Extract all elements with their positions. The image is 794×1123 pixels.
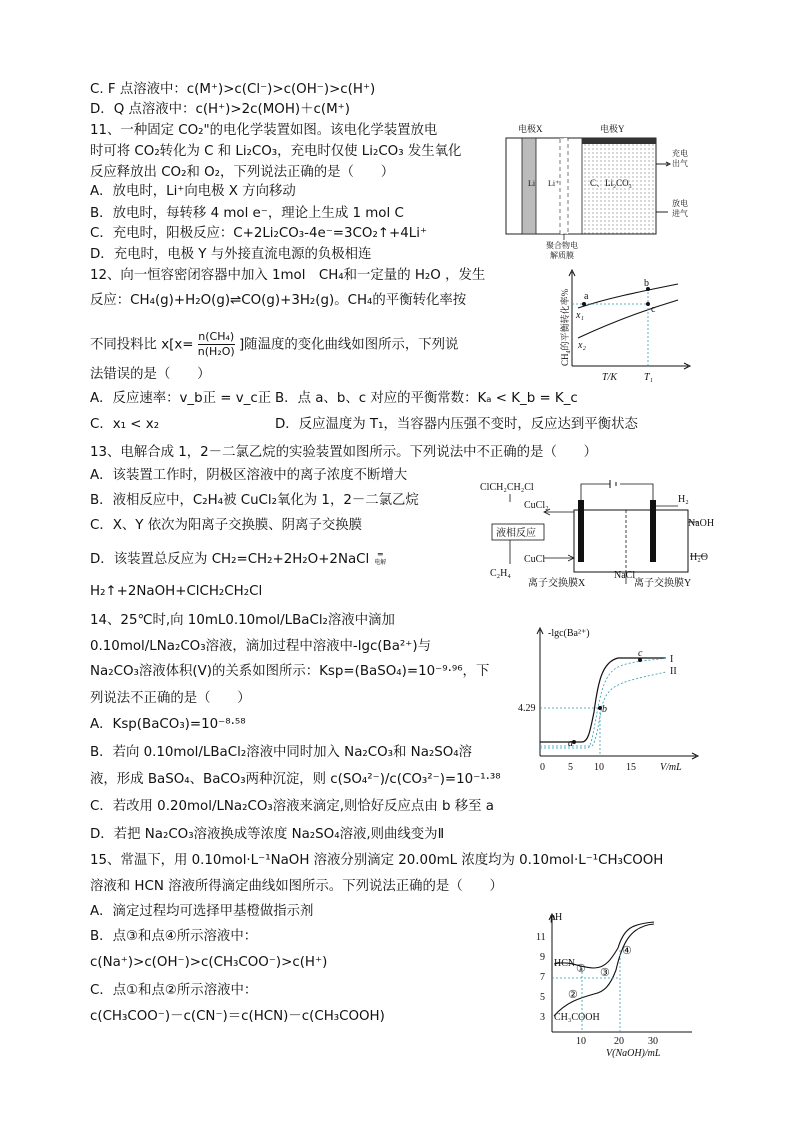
q12-point-c: c [651,304,656,315]
q15-hcn-label: HCN [554,958,576,969]
q14-y-axis-label: -lgc(Ba²⁺) [548,628,590,639]
q14-stem-line1: 14、25℃时,向 10mL0.10mol/LBaCl₂溶液中滴加 [90,613,395,628]
q11-membrane-label-1: 聚合物电 [546,241,578,250]
q13-c2h4-label: C₂H₄ [490,568,511,579]
q11-stem-line3: 反应释放出 CO₂和 O₂，下列说法正确的是（ ） [90,165,395,180]
q15-y-tick-11: 11 [536,932,546,943]
q15-option-b: B．点③和点④所示溶液中： [90,929,258,944]
q11-option-c: C．充电时，阳极反应：C+2Li₂CO₃-4e⁻=3CO₂↑+4Li⁺ [90,226,428,241]
q12-stem-line4: 法错误的是（ ） [90,367,211,382]
q12-t1-label: T₁ [644,372,654,383]
q15-figure-titration [524,910,704,1060]
q14-point-a: a [568,738,573,749]
q11-option-a: A．放电时，Li⁺向电极 X 方向移动 [90,184,296,199]
q14-option-b-line1: B．若向 0.10mol/LBaCl₂溶液中同时加入 Na₂CO₃和 Na₂SO₄溶 [90,745,473,760]
q12-y-axis-label: CH₄的平衡转化率% [560,288,570,366]
q14-x-tick-15: 15 [626,762,636,773]
q13-h2o-label: H₂O [690,552,708,563]
q13-cucl-label: CuCl [524,554,546,565]
q12-option-d: D．反应温度为 T₁，当容器内压强不变时，反应达到平衡状态 [275,417,638,432]
q14-point-c: c [638,648,643,659]
q13-h2-label: H₂ [678,494,689,505]
q11-right-material-label: C、Li₂CO₃ [590,178,632,188]
q13-nacl-label: NaCl [614,570,636,581]
q15-x-tick-20: 20 [614,1036,624,1047]
q14-curve-1 [540,658,666,742]
q12-label-x1: x₁ [576,310,584,321]
q11-option-b: B．放电时，每转移 4 mol e⁻，理论上生成 1 mol C [90,206,404,221]
q12-option-b: B．点 a、b、c 对应的平衡常数：Kₐ < K_b = K_c [275,391,578,406]
q13-product-label: ClCH₂CH₂Cl [480,482,534,493]
q15-option-c: C．点①和点②所示溶液中： [90,983,258,998]
q12-ratio-denominator: n(H₂O) [197,345,235,358]
q14-option-d: D．若把 Na₂CO₃溶液换成等浓度 Na₂SO₄溶液,则曲线变为Ⅱ [90,827,445,842]
q13-anode [578,500,584,562]
q12-stem-line1: 12、向一恒容密闭容器中加入 1mol CH₄和一定量的 H₂O ，发生 [90,268,486,283]
q13-option-d-line2: H₂↑+2NaOH+ClCH₂CH₂Cl [90,584,263,599]
q15-option-b-formula: c(Na⁺)>c(OH⁻)>c(CH₃COO⁻)>c(H⁺) [90,955,328,970]
q11-charge-label: 充电 [672,149,688,158]
q14-stem-line4: 列说法不正确的是（ ） [90,691,251,706]
q13-option-d: D．该装置总反应为 CH₂=CH₂+2H₂O+2NaCl ═ 电解 [90,551,391,569]
q12-ratio-numerator: n(CH₄) [198,330,235,343]
q15-y-axis-label: pH [550,912,563,923]
q11-electrode-x-label: 电极X [518,124,543,134]
q15-x-axis-label: V(NaOH)/mL [606,1048,661,1059]
q12-figure-conversion [558,266,698,386]
q13-option-b: B．液相反应中，C₂H₄被 CuCl₂氧化为 1，2－二氯乙烷 [90,493,419,508]
q15-point-4: ④ [622,945,632,957]
q15-x-tick-10: 10 [576,1036,586,1047]
q11-li-ion-label: Li⁺ [548,179,560,188]
q13-membrane-x-label: 离子交换膜X [528,578,586,589]
q12-curve-x2 [578,300,678,338]
q12-option-c: C．x₁ < x₂ [90,417,160,432]
q12-stem-line3: 不同投料比 x[x= $\frac{\text{n(CH₄)}}{\text{n(H₂O)}}$ ]随温度的变化曲线如图所示，下列说 [90,330,459,358]
q14-x-axis-label: V/mL [660,762,682,773]
q14-stem-line3: Na₂CO₃溶液体积(V)的关系如图所示：Ksp=(BaSO₄)=10⁻⁹·⁹⁶，下 [90,664,490,679]
q11-electrode-y-label: 电极Y [600,124,625,134]
q13-figure-electrolysis [478,472,718,604]
q12-point-a: a [584,291,589,302]
q15-point-1: ① [576,963,586,975]
q14-point-b: b [602,704,607,715]
q11-membrane-label-2: 解质膜 [550,251,574,260]
q11-stem-line2: 时可将 CO₂转化为 C 和 Li₂CO₃，充电时仅使 Li₂CO₃ 发生氧化 [90,144,462,159]
q10-option-d: D．Q 点溶液中：c(H⁺)>2c(MOH)＋c(M⁺) [90,102,350,117]
q13-stem: 13、电解合成 1，2－二氯乙烷的实验装置如图所示。下列说法中不正确的是（ ） [90,445,598,460]
q14-curve-1-label: I [670,654,674,665]
q14-stem-line2: 0.10mol/LNa₂CO₃溶液，滴加过程中溶液中-lgc(Ba²⁺)与 [90,639,431,654]
q15-point-3: ③ [600,967,610,979]
q13-electrolysis-condition: 电解 [374,559,387,566]
q13-cucl2-label: CuCl₂ [524,500,549,511]
q14-option-c: C．若改用 0.20mol/LNa₂CO₃溶液来滴定,则恰好反应点由 b 移至 a [90,799,494,814]
q11-li-label: Li [528,179,536,188]
q15-point-2: ② [568,989,578,1001]
q13-option-a: A．该装置工作时，阴极区溶液中的离子浓度不断增大 [90,468,408,483]
q11-polymer-membrane [560,138,568,234]
q12-option-a: A．反应速率：v_b正 = v_c正 [90,391,272,406]
q11-stem-line1: 11、一种固定 CO₂"的电化学装置如图。该电化学装置放电 [90,123,438,138]
q13-membrane-y-label: 离子交换膜Y [634,578,692,589]
q15-y-tick-7: 7 [540,972,545,983]
q15-stem-line2: 溶液和 HCN 溶液所得滴定曲线如图所示。下列说法正确的是（ ） [90,879,503,894]
q15-x-tick-30: 30 [648,1036,658,1047]
q11-gas-in-label: 进气 [672,209,688,218]
q10-option-c: C. F 点溶液中：c(M⁺)>c(Cl⁻)>c(OH⁻)>c(H⁺) [90,82,376,97]
q13-option-c: C．X、Y 依次为阳离子交换膜、阴离子交换膜 [90,518,362,533]
q14-option-b-line2: 液，形成 BaSO₄、BaCO₃两种沉淀，则 c(SO₄²⁻)/c(CO₃²⁻)=10⁻¹·³⁸ [90,772,501,787]
q14-figure-titration [516,622,706,778]
q15-option-a: A．滴定过程均可选择甲基橙做指示剂 [90,904,314,919]
q12-stem-line2: 反应：CH₄(g)+H₂O(g)⇌CO(g)+3H₂(g)。CH₄的平衡转化率按 [90,293,467,308]
q12-point-b: b [644,278,649,289]
q15-option-c-formula: c(CH₃COO⁻)－c(CN⁻)＝c(HCN)－c(CH₃COOH) [90,1009,385,1024]
q15-y-tick-5: 5 [540,992,545,1003]
q11-gas-out-label: 出气 [672,159,688,168]
q15-y-tick-9: 9 [540,952,545,963]
q15-ch3cooh-label: CH₃COOH [554,1012,600,1023]
q13-naoh-label: NaOH [688,518,715,529]
q12-label-x2: x₂ [578,340,586,351]
q11-discharge-label: 放电 [672,199,688,208]
q14-curve-2-label: II [670,666,677,677]
q13-cathode [650,500,656,562]
q14-x-tick-5: 5 [568,762,573,773]
q14-x-tick-10: 10 [594,762,604,773]
q11-option-d: D．充电时，电极 Y 与外接直流电源的负极相连 [90,247,372,262]
q13-liquid-reaction-label: 液相反应 [496,528,536,539]
q12-x-axis-label: T/K [602,372,618,383]
q14-y-tick: 4.29 [518,703,536,714]
q14-x-tick-0: 0 [540,762,545,773]
q15-y-tick-3: 3 [540,1012,545,1023]
q14-option-a: A．Ksp(BaCO₃)=10⁻⁸·⁵⁸ [90,717,246,732]
q11-figure-battery [500,120,700,260]
q15-stem-line1: 15、常温下，用 0.10mol·L⁻¹NaOH 溶液分别滴定 20.00mL 浓度均为 0.10mol·L⁻¹CH₃COOH [90,853,664,868]
